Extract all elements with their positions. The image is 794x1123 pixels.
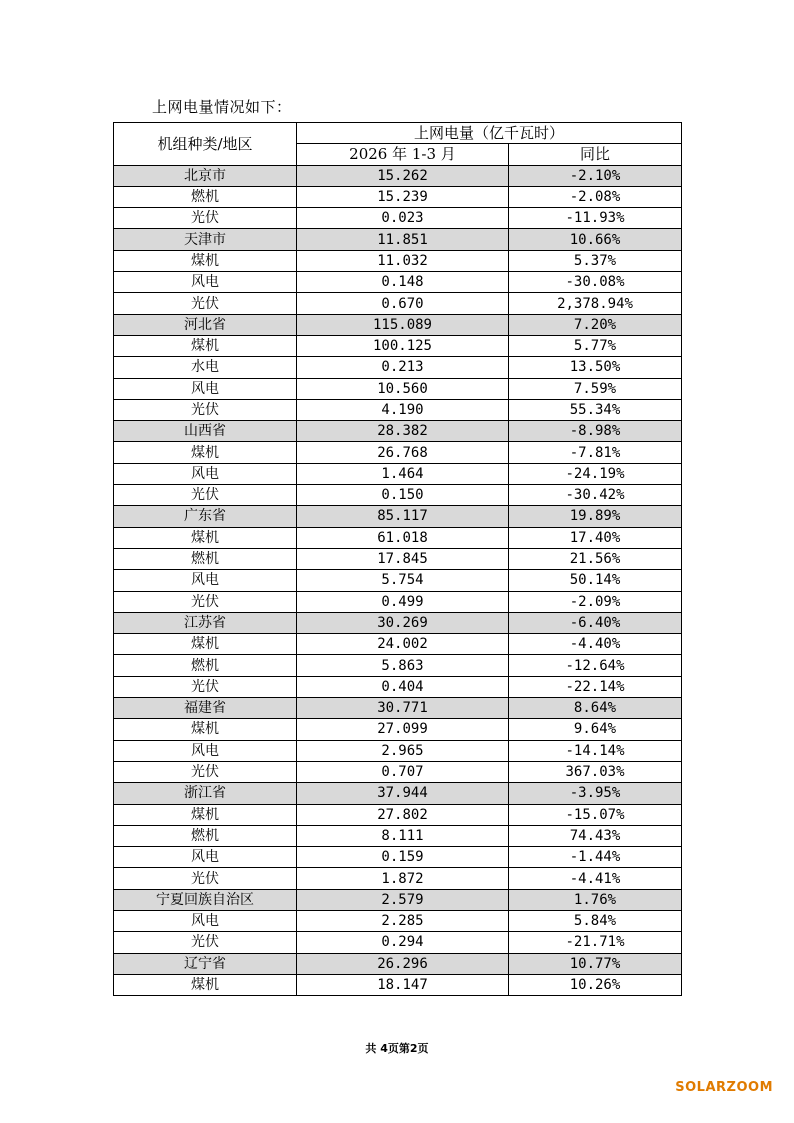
table-row xyxy=(114,399,682,420)
watermark-logo: SOLARZOOM xyxy=(675,1080,773,1095)
table-row xyxy=(114,250,682,271)
region-row xyxy=(114,229,682,250)
region-row xyxy=(114,889,682,910)
row-value: 26.296 xyxy=(297,953,509,974)
row-yoy: 21.56% xyxy=(509,548,682,569)
region-row xyxy=(114,953,682,974)
row-name: 光伏 xyxy=(114,591,297,612)
row-value: 15.239 xyxy=(297,186,509,207)
row-yoy: 7.59% xyxy=(509,378,682,399)
row-value: 0.150 xyxy=(297,485,509,506)
row-value: 0.670 xyxy=(297,293,509,314)
row-value: 61.018 xyxy=(297,527,509,548)
row-name: 燃机 xyxy=(114,548,297,569)
row-name: 风电 xyxy=(114,847,297,868)
row-yoy: -2.09% xyxy=(509,591,682,612)
header-category: 机组种类/地区 xyxy=(114,123,297,166)
row-value: 11.851 xyxy=(297,229,509,250)
table-row xyxy=(114,591,682,612)
row-yoy: 55.34% xyxy=(509,399,682,420)
row-yoy: 74.43% xyxy=(509,825,682,846)
row-yoy: 1.76% xyxy=(509,889,682,910)
row-value: 0.499 xyxy=(297,591,509,612)
row-yoy: 5.37% xyxy=(509,250,682,271)
row-value: 4.190 xyxy=(297,399,509,420)
region-row xyxy=(114,506,682,527)
row-value: 1.872 xyxy=(297,868,509,889)
row-yoy: -4.41% xyxy=(509,868,682,889)
row-yoy: -2.10% xyxy=(509,165,682,186)
row-value: 0.294 xyxy=(297,932,509,953)
row-yoy: 7.20% xyxy=(509,314,682,335)
row-yoy: 13.50% xyxy=(509,357,682,378)
table-row xyxy=(114,442,682,463)
row-name: 燃机 xyxy=(114,655,297,676)
header-period: 2026 年 1-3 月 xyxy=(297,144,509,165)
region-row xyxy=(114,783,682,804)
row-name: 宁夏回族自治区 xyxy=(114,889,297,910)
region-row xyxy=(114,698,682,719)
row-name: 光伏 xyxy=(114,293,297,314)
row-value: 5.754 xyxy=(297,570,509,591)
row-name: 光伏 xyxy=(114,676,297,697)
row-yoy: -21.71% xyxy=(509,932,682,953)
row-value: 0.148 xyxy=(297,272,509,293)
header-yoy: 同比 xyxy=(509,144,682,165)
row-name: 燃机 xyxy=(114,186,297,207)
table-row xyxy=(114,676,682,697)
generation-table xyxy=(113,122,682,996)
row-yoy: 17.40% xyxy=(509,527,682,548)
table-row xyxy=(114,357,682,378)
row-yoy: -8.98% xyxy=(509,421,682,442)
row-yoy: 50.14% xyxy=(509,570,682,591)
row-value: 0.159 xyxy=(297,847,509,868)
row-yoy: 5.84% xyxy=(509,910,682,931)
table-row xyxy=(114,804,682,825)
row-yoy: -1.44% xyxy=(509,847,682,868)
row-value: 27.099 xyxy=(297,719,509,740)
row-yoy: -11.93% xyxy=(509,208,682,229)
row-yoy: -22.14% xyxy=(509,676,682,697)
table-row xyxy=(114,634,682,655)
row-yoy: -12.64% xyxy=(509,655,682,676)
row-yoy: 2,378.94% xyxy=(509,293,682,314)
row-value: 15.262 xyxy=(297,165,509,186)
row-value: 0.213 xyxy=(297,357,509,378)
row-name: 风电 xyxy=(114,463,297,484)
row-name: 煤机 xyxy=(114,804,297,825)
row-yoy: 367.03% xyxy=(509,761,682,782)
table-row xyxy=(114,485,682,506)
table-row xyxy=(114,910,682,931)
table-row xyxy=(114,272,682,293)
row-yoy: 10.66% xyxy=(509,229,682,250)
row-name: 风电 xyxy=(114,272,297,293)
row-value: 24.002 xyxy=(297,634,509,655)
row-value: 30.269 xyxy=(297,612,509,633)
row-value: 27.802 xyxy=(297,804,509,825)
row-name: 辽宁省 xyxy=(114,953,297,974)
row-name: 煤机 xyxy=(114,335,297,356)
row-value: 30.771 xyxy=(297,698,509,719)
row-yoy: -3.95% xyxy=(509,783,682,804)
row-value: 2.965 xyxy=(297,740,509,761)
table-row xyxy=(114,548,682,569)
row-value: 17.845 xyxy=(297,548,509,569)
row-value: 0.023 xyxy=(297,208,509,229)
region-row xyxy=(114,421,682,442)
row-name: 风电 xyxy=(114,910,297,931)
row-name: 浙江省 xyxy=(114,783,297,804)
row-yoy: 19.89% xyxy=(509,506,682,527)
table-row xyxy=(114,932,682,953)
table-row xyxy=(114,974,682,995)
row-name: 煤机 xyxy=(114,974,297,995)
table-row xyxy=(114,655,682,676)
row-yoy: -14.14% xyxy=(509,740,682,761)
row-value: 115.089 xyxy=(297,314,509,335)
row-name: 燃机 xyxy=(114,825,297,846)
row-yoy: 5.77% xyxy=(509,335,682,356)
row-value: 85.117 xyxy=(297,506,509,527)
table-body xyxy=(114,165,682,996)
row-value: 5.863 xyxy=(297,655,509,676)
region-row xyxy=(114,165,682,186)
row-name: 山西省 xyxy=(114,421,297,442)
page-footer: 共 4页第2页 xyxy=(365,1042,429,1055)
table-row xyxy=(114,868,682,889)
row-name: 光伏 xyxy=(114,485,297,506)
row-yoy: 8.64% xyxy=(509,698,682,719)
table-row xyxy=(114,293,682,314)
row-yoy: -4.40% xyxy=(509,634,682,655)
row-name: 天津市 xyxy=(114,229,297,250)
row-value: 28.382 xyxy=(297,421,509,442)
header-group: 上网电量（亿千瓦时） xyxy=(297,123,682,144)
row-name: 风电 xyxy=(114,570,297,591)
row-name: 光伏 xyxy=(114,868,297,889)
row-name: 江苏省 xyxy=(114,612,297,633)
row-name: 煤机 xyxy=(114,442,297,463)
row-name: 光伏 xyxy=(114,932,297,953)
table-row xyxy=(114,740,682,761)
table-row xyxy=(114,186,682,207)
row-yoy: -30.42% xyxy=(509,485,682,506)
row-yoy: -6.40% xyxy=(509,612,682,633)
row-value: 26.768 xyxy=(297,442,509,463)
row-name: 河北省 xyxy=(114,314,297,335)
row-yoy: -24.19% xyxy=(509,463,682,484)
table-row xyxy=(114,761,682,782)
table-row xyxy=(114,463,682,484)
table-row xyxy=(114,335,682,356)
row-name: 光伏 xyxy=(114,399,297,420)
table-row xyxy=(114,570,682,591)
table-row xyxy=(114,378,682,399)
row-value: 11.032 xyxy=(297,250,509,271)
row-name: 广东省 xyxy=(114,506,297,527)
row-name: 煤机 xyxy=(114,634,297,655)
intro-text: 上网电量情况如下： xyxy=(152,98,292,116)
row-name: 北京市 xyxy=(114,165,297,186)
row-name: 光伏 xyxy=(114,208,297,229)
row-name: 光伏 xyxy=(114,761,297,782)
row-yoy: -2.08% xyxy=(509,186,682,207)
region-row xyxy=(114,612,682,633)
row-yoy: 10.26% xyxy=(509,974,682,995)
table-row xyxy=(114,527,682,548)
row-yoy: 10.77% xyxy=(509,953,682,974)
table-row xyxy=(114,719,682,740)
row-value: 1.464 xyxy=(297,463,509,484)
row-name: 水电 xyxy=(114,357,297,378)
table-row xyxy=(114,825,682,846)
row-value: 37.944 xyxy=(297,783,509,804)
row-name: 煤机 xyxy=(114,527,297,548)
row-value: 100.125 xyxy=(297,335,509,356)
row-yoy: -30.08% xyxy=(509,272,682,293)
row-value: 10.560 xyxy=(297,378,509,399)
table-row xyxy=(114,847,682,868)
row-name: 福建省 xyxy=(114,698,297,719)
row-name: 煤机 xyxy=(114,250,297,271)
header-row xyxy=(114,123,682,144)
row-yoy: -7.81% xyxy=(509,442,682,463)
row-yoy: 9.64% xyxy=(509,719,682,740)
table-row xyxy=(114,208,682,229)
row-name: 风电 xyxy=(114,378,297,399)
row-name: 风电 xyxy=(114,740,297,761)
row-value: 0.404 xyxy=(297,676,509,697)
row-value: 2.579 xyxy=(297,889,509,910)
row-yoy: -15.07% xyxy=(509,804,682,825)
row-value: 8.111 xyxy=(297,825,509,846)
row-value: 2.285 xyxy=(297,910,509,931)
region-row xyxy=(114,314,682,335)
row-name: 煤机 xyxy=(114,719,297,740)
row-value: 18.147 xyxy=(297,974,509,995)
row-value: 0.707 xyxy=(297,761,509,782)
